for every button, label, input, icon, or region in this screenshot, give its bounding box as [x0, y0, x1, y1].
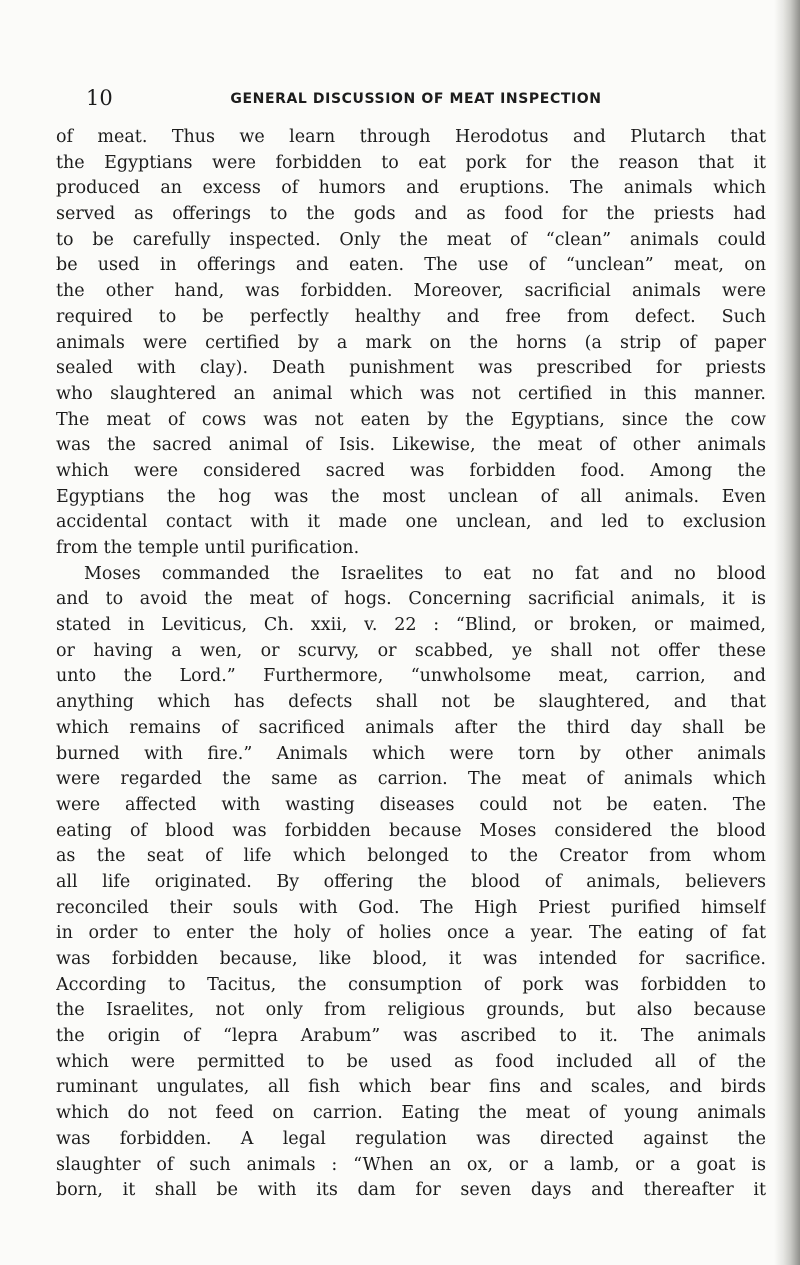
text-line: ruminant ungulates, all fish which bear fins and scales, and birds	[56, 1077, 766, 1098]
text-line: and to avoid the meat of hogs. Concerning sacrificial animals, it is	[56, 589, 766, 610]
text-line: born, it shall be with its dam for seven days and thereafter it	[56, 1180, 766, 1201]
text-line: served as offerings to the gods and as food for the priests had	[56, 204, 766, 225]
text-line: or having a wen, or scurvy, or scabbed, ye shall not offer these	[56, 640, 766, 661]
paragraph-end-line: from the temple until purification.	[56, 538, 360, 558]
text-line: the other hand, was forbidden. Moreover, sacrificial animals were	[56, 281, 766, 302]
text-line: the Egyptians were forbidden to eat pork for the reason that it	[56, 152, 766, 173]
text-line: eating of blood was forbidden because Moses considered the blood	[56, 820, 766, 841]
paragraph-first-line: Moses commanded the Israelites to eat no fat and no blood	[84, 563, 766, 584]
text-line: stated in Leviticus, Ch. xxii, v. 22 : “Blind, or broken, or maimed,	[56, 615, 766, 636]
text-line: anything which has defects shall not be slaughtered, and that	[56, 692, 766, 713]
text-line: required to be perfectly healthy and free from defect. Such	[56, 306, 766, 327]
text-line: burned with fire.” Animals which were torn by other animals	[56, 743, 766, 764]
text-line: of meat. Thus we learn through Herodotus and Plutarch that	[56, 127, 766, 147]
text-line: The meat of cows was not eaten by the Egyptians, since the cow	[56, 409, 766, 430]
text-line: According to Tacitus, the consumption of pork was forbidden to	[56, 974, 766, 995]
text-line: unto the Lord.” Furthermore, “unwholsome meat, carrion, and	[56, 666, 766, 687]
text-line: was forbidden because, like blood, it was intended for sacrifice.	[56, 949, 766, 969]
text-line: were regarded the same as carrion. The meat of animals which	[56, 769, 766, 790]
text-line: the Israelites, not only from religious grounds, but also because	[56, 1000, 766, 1021]
text-line: slaughter of such animals : “When an ox, or a lamb, or a goat is	[56, 1154, 766, 1175]
text-line: were affected with wasting diseases could not be eaten. The	[56, 794, 766, 815]
text-line: accidental contact with it made one unclean, and led to exclusion	[56, 512, 766, 533]
text-line: all life originated. By offering the blood of animals, believers	[56, 871, 766, 892]
text-line: the origin of “lepra Arabum” was ascribed to it. The animals	[56, 1026, 766, 1047]
text-line: reconciled their souls with God. The High Priest purified himself	[56, 897, 766, 918]
text-line: be used in offerings and eaten. The use of “unclean” meat, on	[56, 255, 766, 276]
page-edge-shadow	[774, 0, 800, 1265]
text-line: animals were certified by a mark on the horns (a strip of paper	[56, 332, 766, 353]
text-line: Egyptians the hog was the most unclean of all animals. Even	[56, 486, 766, 507]
running-head: GENERAL DISCUSSION OF MEAT INSPECTION	[230, 91, 602, 107]
text-line: which were permitted to be used as food included all of the	[56, 1051, 766, 1072]
text-line: was the sacred animal of Isis. Likewise, the meat of other animals	[56, 435, 766, 456]
page-number: 10	[86, 86, 113, 110]
text-line: as the seat of life which belonged to the Creator from whom	[56, 846, 766, 867]
text-line: which do not feed on carrion. Eating the meat of young animals	[56, 1103, 766, 1124]
text-line: which were considered sacred was forbidden food. Among the	[56, 460, 766, 481]
text-line: which remains of sacrificed animals after the third day shall be	[56, 717, 766, 738]
text-line: in order to enter the holy of holies once a year. The eating of fat	[56, 923, 766, 944]
text-line: sealed with clay). Death punishment was prescribed for priests	[56, 358, 766, 379]
body-text	[56, 125, 766, 1204]
text-line: who slaughtered an animal which was not certified in this manner.	[56, 383, 766, 404]
text-line: to be carefully inspected. Only the meat of “clean” animals could	[56, 229, 766, 250]
text-line: produced an excess of humors and eruptions. The animals which	[56, 178, 766, 199]
page-header	[86, 86, 746, 110]
text-line: was forbidden. A legal regulation was directed against the	[56, 1128, 766, 1149]
